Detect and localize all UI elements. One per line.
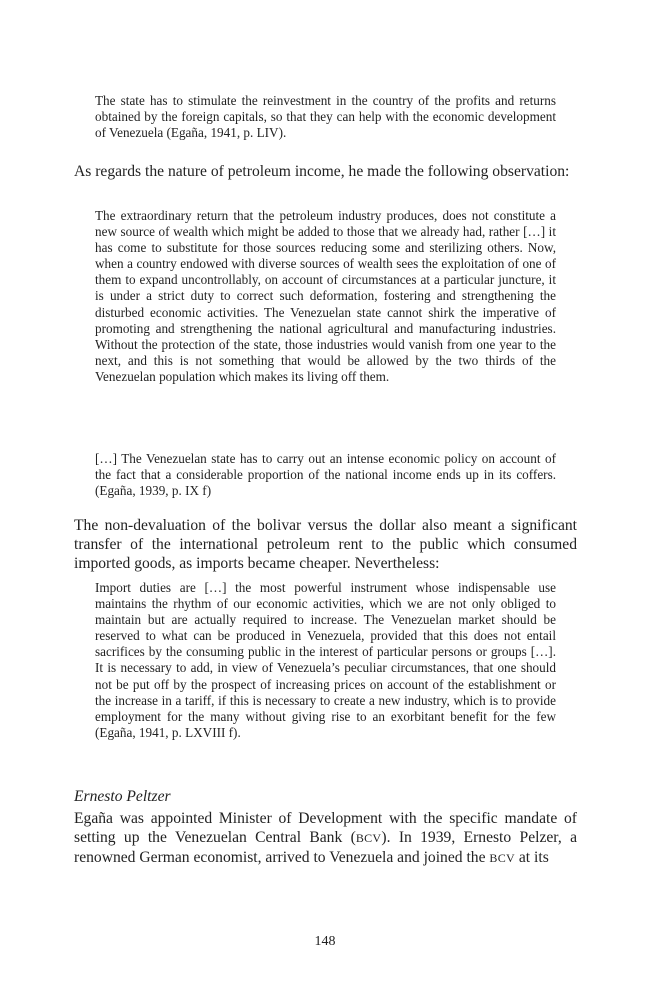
paragraph-text-part: at its (514, 849, 549, 866)
block-quote-economic-policy: […] The Venezuelan state has to carry out an intense economic policy on account of the fact that a considerable proportion of the national income ends up in its coffers. (Egaña, 1939, p. IX f) (95, 451, 556, 499)
abbreviation: BCV (355, 831, 382, 845)
paragraph-non-devaluation: The non-devaluation of the bolivar versus the dollar also meant a significant transfer of the international petroleum rent to the public which consumed imported goods, as imports became cheaper. Nevertheless: (74, 517, 577, 572)
section-heading: Ernesto Peltzer (74, 788, 171, 805)
paragraph-text-part: Egaña was appointed Minister of Development with the specific mandate of setting up the Venezuelan Central Bank ( (74, 810, 577, 846)
paragraph-egana-appointment (74, 809, 577, 868)
abbreviation: BCV (489, 851, 515, 865)
paragraph-petroleum-income: As regards the nature of petroleum income, he made the following observation: (74, 163, 570, 180)
paragraph-text-part: ). In 1939, Ernesto Pelzer, a renowned German economist, arrived to Venezuela and joined the (74, 829, 578, 866)
block-quote-extraordinary-return: The extraordinary return that the petroleum industry produces, does not constitute a new source of wealth which might be added to those that we already had, rather […] it has come to substitute for those sources reducing some and sterilizing others. Now, when a country endowed with diverse sources of wealth sees the exploitation of one of them to expand uncontrollably, on account of circumstances at a particular juncture, it is under a strict duty to correct such deformation, fostering and strengthening the disturbed economic activities. The Venezuelan state cannot shirk the imperative of promoting and strengthening the national agricultural and manufacturing industries. Without the protection of the state, those industries would vanish from one year to the next, and this is not something that would be allowed by the two thirds of the Venezuelan population which makes its living off them. (95, 208, 556, 384)
block-quote-reinvestment: The state has to stimulate the reinvestment in the country of the profits and returns obtained by the foreign capitals, so that they can help with the economic development of Venezuela (Egaña, 1941, p. LIV). (95, 93, 556, 141)
page-number: 148 (314, 934, 336, 949)
block-quote-import-duties: Import duties are […] the most powerful instrument whose indispensable use maintains the rhythm of our economic activities, which we are not only obliged to maintain but are actually required to increase. The Venezuelan market should be reserved to what can be produced in Venezuela, provided that this does not entail sacrifices by the consuming public in the interest of particular persons or groups […]. It is necessary to add, in view of Venezuela’s peculiar circumstances, that one should not be put off by the prospect of increasing prices on account of the establishment or the increase in a tariff, if this is necessary to create a new industry, which is to provide employment for the many without giving rise to an exorbitant benefit for the few (Egaña, 1941, p. LXVIII f). (95, 580, 556, 740)
